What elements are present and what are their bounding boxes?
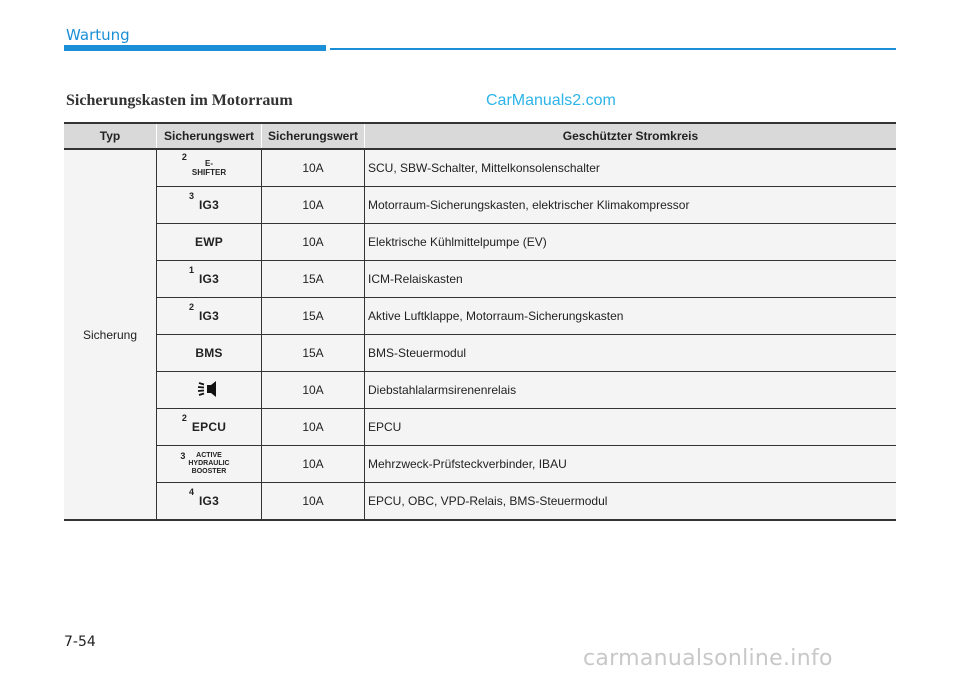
page-number: 7-54 xyxy=(64,634,96,650)
protected-circuit: Diebstahlalarmsirenenrelais xyxy=(365,372,897,409)
table-row xyxy=(64,224,896,261)
protected-circuit: ICM-Relaiskasten xyxy=(365,261,897,298)
protected-circuit: EPCU xyxy=(365,409,897,446)
header-rule xyxy=(330,48,896,50)
fuse-number: 1 xyxy=(189,265,195,275)
fuse-symbol xyxy=(157,298,262,335)
fuse-number: 2 xyxy=(189,302,195,312)
column-header-type: Typ xyxy=(64,123,157,149)
table-row xyxy=(64,149,896,187)
column-header-value: Sicherungswert xyxy=(262,123,365,149)
fuse-symbol xyxy=(157,446,262,483)
protected-circuit: SCU, SBW-Schalter, Mittelkonsolenschalter xyxy=(365,149,897,187)
table-row xyxy=(64,409,896,446)
fuse-number: 4 xyxy=(189,487,195,497)
table-row xyxy=(64,261,896,298)
fuse-label: EPCU xyxy=(191,420,227,434)
fuse-number: 2 xyxy=(181,151,187,162)
page-title: Sicherungskasten im Motorraum xyxy=(66,92,293,109)
protected-circuit: Aktive Luftklappe, Motorraum-Sicherungskasten xyxy=(365,298,897,335)
fuse-label: IG3 xyxy=(199,272,219,286)
fuse-number: 3 xyxy=(180,451,186,461)
fuse-value: 15A xyxy=(262,298,365,335)
header-accent-bar xyxy=(64,45,326,51)
fuse-label: BMS xyxy=(195,346,223,360)
horn-icon xyxy=(197,380,221,401)
table-row xyxy=(64,446,896,483)
table-row xyxy=(64,298,896,335)
column-header-symbol: Sicherungswert xyxy=(157,123,262,149)
fuse-label: IG3 xyxy=(199,494,219,508)
fuse-value: 10A xyxy=(262,149,365,187)
fuse-symbol xyxy=(157,149,262,187)
protected-circuit: EPCU, OBC, VPD-Relais, BMS-Steuermodul xyxy=(365,483,897,521)
protected-circuit: Mehrzweck-Prüfsteckverbinder, IBAU xyxy=(365,446,897,483)
fuse-symbol xyxy=(157,261,262,298)
protected-circuit: Motorraum-Sicherungskasten, elektrischer Klimakompressor xyxy=(365,187,897,224)
type-cell: Sicherung xyxy=(64,149,157,520)
fuse-label: IG3 xyxy=(199,309,219,323)
fuse-value: 10A xyxy=(262,187,365,224)
fuse-label: E- SHIFTER xyxy=(191,158,227,177)
fuse-table xyxy=(64,122,896,521)
table-row xyxy=(64,335,896,372)
table-row xyxy=(64,372,896,409)
fuse-value: 15A xyxy=(262,261,365,298)
fuse-label: IG3 xyxy=(199,198,219,212)
fuse-symbol xyxy=(157,187,262,224)
column-header-circuit: Geschützter Stromkreis xyxy=(365,123,897,149)
watermark-bottom: carmanualsonline.info xyxy=(583,646,833,671)
fuse-symbol xyxy=(157,409,262,446)
fuse-symbol xyxy=(157,372,262,409)
fuse-symbol xyxy=(157,335,262,372)
fuse-label: ACTIVE HYDRAULIC BOOSTER xyxy=(188,452,230,475)
table-row xyxy=(64,483,896,521)
section-label: Wartung xyxy=(66,26,130,44)
fuse-number: 2 xyxy=(181,413,187,423)
fuse-value: 15A xyxy=(262,335,365,372)
table-header-row xyxy=(64,123,896,149)
fuse-symbol xyxy=(157,483,262,521)
fuse-value: 10A xyxy=(262,409,365,446)
watermark-top: CarManuals2.com xyxy=(486,92,616,109)
fuse-number: 3 xyxy=(189,191,195,201)
fuse-label: EWP xyxy=(195,235,223,249)
fuse-value: 10A xyxy=(262,372,365,409)
fuse-symbol xyxy=(157,224,262,261)
fuse-value: 10A xyxy=(262,446,365,483)
fuse-value: 10A xyxy=(262,483,365,521)
fuse-value: 10A xyxy=(262,224,365,261)
table-row xyxy=(64,187,896,224)
protected-circuit: BMS-Steuermodul xyxy=(365,335,897,372)
protected-circuit: Elektrische Kühlmittelpumpe (EV) xyxy=(365,224,897,261)
